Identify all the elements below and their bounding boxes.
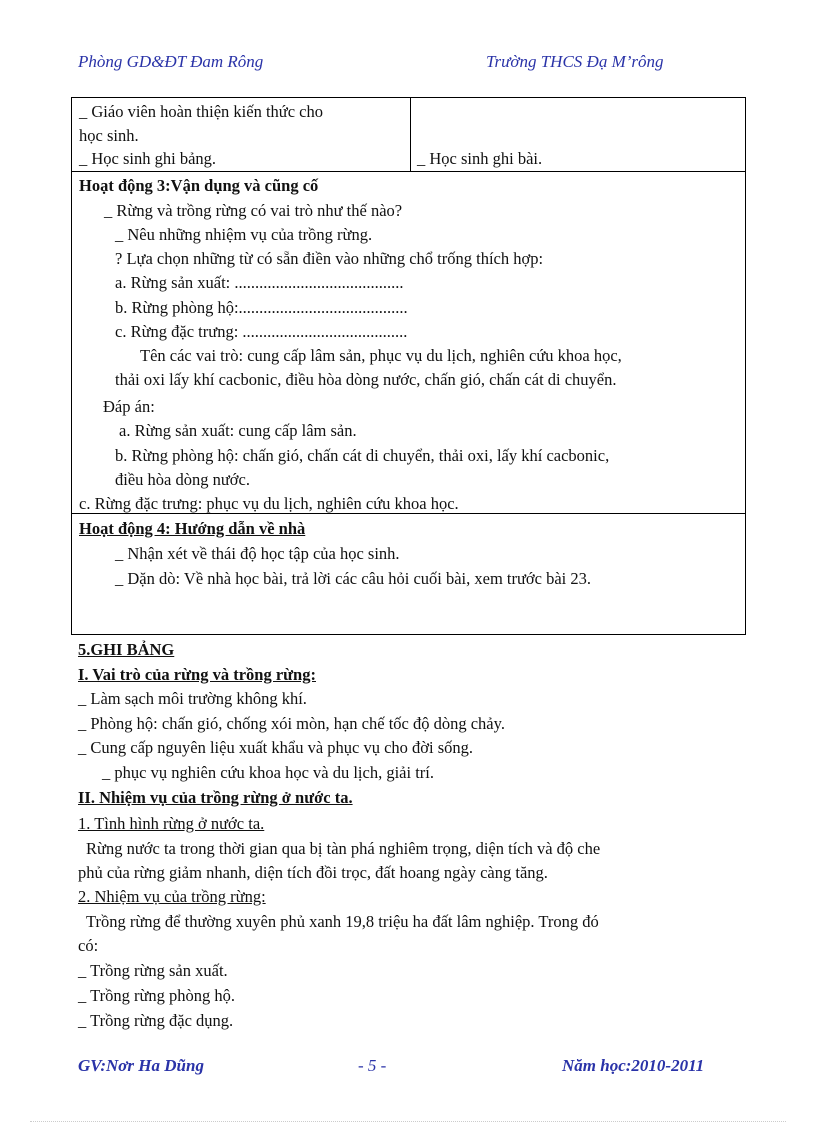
table-line: _ Học sinh ghi bảng. <box>79 149 217 168</box>
sub1-title: 1. Tình hình rừng ở nước ta. <box>78 814 265 833</box>
table-line: _ Giáo viên hoàn thiện kiến thức cho <box>79 102 324 121</box>
activity3-box <box>71 171 746 514</box>
activity4-line: _ Nhận xét về thái độ học tập của học sinh. <box>115 544 400 563</box>
activity3-line: c. Rừng đặc trưng: phục vụ du lịch, nghiên cứu khoa học. <box>79 494 459 513</box>
activity4-line: _ Dặn dò: Về nhà học bài, trả lời các câu hỏi cuối bài, xem trước bài 23. <box>115 569 592 588</box>
footer-school-year: Năm học:2010-2011 <box>562 1056 705 1075</box>
ghi-bang-title: 5.GHI BẢNG <box>78 640 175 659</box>
activity3-line: ? Lựa chọn những từ có sẵn điền vào những chổ trống thích hợp: <box>115 249 544 268</box>
sub2-line: Trồng rừng để thường xuyên phủ xanh 19,8 triệu ha đất lâm nghiệp. Trong đó <box>86 912 599 931</box>
sub2-line: _ Trồng rừng phòng hộ. <box>78 986 236 1005</box>
section1-line: _ phục vụ nghiên cứu khoa học và du lịch, giải trí. <box>102 763 434 782</box>
sub1-line: Rừng nước ta trong thời gian qua bị tàn phá nghiêm trọng, diện tích và độ che <box>86 839 601 858</box>
activity4-box <box>71 513 746 635</box>
activity3-line: thải oxi lấy khí cacbonic, điều hòa dòng nước, chấn gió, chấn cát di chuyển. <box>115 370 617 389</box>
table-line: _ Học sinh ghi bài. <box>417 149 543 168</box>
sub1-line: phủ của rừng giảm nhanh, diện tích đồi trọc, đất hoang ngày càng tăng. <box>78 863 548 882</box>
sub2-line: _ Trồng rừng sản xuất. <box>78 961 228 980</box>
header-school-office: Phòng GD&ĐT Đam Rông <box>78 52 264 71</box>
section1-line: _ Làm sạch môi trường không khí. <box>78 689 307 708</box>
activity3-line: điều hòa dòng nước. <box>115 470 250 489</box>
header-school-name: Trường THCS Đạ M’rông <box>486 52 664 71</box>
section1-line: _ Phòng hộ: chấn gió, chống xói mòn, hạn chế tốc độ dòng chảy. <box>78 714 505 733</box>
sub2-line: có: <box>78 936 99 955</box>
activity3-line: a. Rừng sản xuất: ......................................... <box>115 273 404 292</box>
sub2-line: _ Trồng rừng đặc dụng. <box>78 1011 234 1030</box>
student-column <box>411 98 745 171</box>
section1-line: _ Cung cấp nguyên liệu xuất khẩu và phục vụ cho đời sống. <box>78 738 474 757</box>
teacher-column <box>72 98 411 171</box>
footer-page-number: - 5 - <box>358 1056 387 1075</box>
section2-title: II. Nhiệm vụ của trồng rừng ở nước ta. <box>78 788 353 807</box>
section1-title: I. Vai trò của rừng và trồng rừng: <box>78 665 316 684</box>
activity3-line: _ Rừng và trồng rừng có vai trò như thế nào? <box>104 201 403 220</box>
table-line: học sinh. <box>79 126 139 145</box>
footer-teacher: GV:Nơr Ha Dũng <box>78 1056 204 1075</box>
activity3-line: _ Nêu những nhiệm vụ của trồng rừng. <box>115 225 373 244</box>
activity3-line: b. Rừng phòng hộ:......................................... <box>115 298 408 317</box>
activity-table-top <box>71 97 746 172</box>
activity3-answer-label: Đáp án: <box>103 397 155 416</box>
activity4-title: Hoạt động 4: Hướng dẫn về nhà <box>79 519 306 538</box>
activity3-line: a. Rừng sản xuất: cung cấp lâm sản. <box>119 421 357 440</box>
activity3-line: b. Rừng phòng hộ: chấn gió, chấn cát di chuyển, thải oxi, lấy khí cacbonic, <box>115 446 610 465</box>
activity3-line: c. Rừng đặc trưng: ........................................ <box>115 322 408 341</box>
bottom-divider <box>30 1121 786 1122</box>
activity3-title: Hoạt động 3:Vận dụng và cũng cố <box>79 176 319 195</box>
sub2-title: 2. Nhiệm vụ của trồng rừng: <box>78 887 266 906</box>
activity3-line: Tên các vai trò: cung cấp lâm sản, phục vụ du lịch, nghiên cứu khoa học, <box>140 346 622 365</box>
